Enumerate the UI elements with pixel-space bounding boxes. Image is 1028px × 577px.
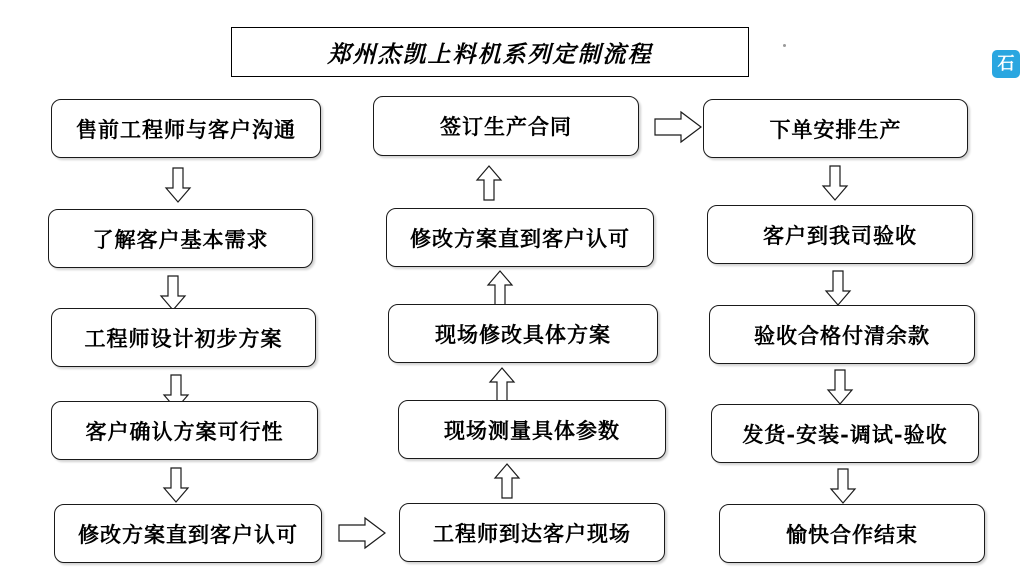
flow-node-label: 愉快合作结束 bbox=[786, 521, 918, 547]
flow-node-c1-4[interactable] bbox=[51, 401, 318, 460]
arrow-down-c1-1 bbox=[165, 168, 191, 204]
flow-node-c3-1[interactable] bbox=[703, 99, 968, 158]
flow-node-c3-5[interactable] bbox=[719, 504, 985, 563]
flow-node-label: 修改方案直到客户认可 bbox=[410, 225, 630, 251]
decorative-dot bbox=[783, 44, 786, 47]
flow-node-label: 签订生产合同 bbox=[440, 114, 572, 139]
watermark-logo-label: 石 bbox=[997, 53, 1015, 74]
flow-node-label: 售前工程师与客户沟通 bbox=[76, 116, 296, 142]
arrow-down-c3-2 bbox=[825, 271, 851, 307]
arrow-down-c3-1 bbox=[822, 166, 848, 202]
flow-node-label: 修改方案直到客户认可 bbox=[78, 521, 298, 547]
flow-node-label: 客户确认方案可行性 bbox=[85, 418, 284, 444]
flow-node-c3-4[interactable] bbox=[711, 404, 979, 463]
flow-node-label: 工程师设计初步方案 bbox=[84, 325, 283, 351]
flow-node-c2-5[interactable] bbox=[399, 503, 665, 562]
flow-node-c2-4[interactable] bbox=[398, 400, 666, 459]
arrow-up-c2-3 bbox=[489, 367, 515, 403]
flow-node-c2-2[interactable] bbox=[386, 208, 654, 267]
flow-node-label: 验收合格付清余款 bbox=[754, 322, 930, 348]
flow-node-label: 发货-安装-调试-验收 bbox=[742, 421, 948, 447]
arrow-down-c1-2 bbox=[160, 276, 186, 312]
flow-node-label: 现场测量具体参数 bbox=[444, 417, 620, 443]
arrow-right-c2-to-c3 bbox=[655, 110, 703, 144]
flow-node-label: 客户到我司验收 bbox=[763, 222, 917, 248]
arrow-down-c1-4 bbox=[163, 468, 189, 504]
arrow-down-c3-4 bbox=[830, 469, 856, 505]
flow-node-c1-2[interactable] bbox=[48, 209, 313, 268]
flow-node-c2-1[interactable] bbox=[373, 96, 639, 156]
arrow-down-c3-3 bbox=[827, 370, 853, 406]
flow-node-c3-2[interactable] bbox=[707, 205, 973, 264]
flow-node-c3-3[interactable] bbox=[709, 305, 975, 364]
flow-node-label: 工程师到达客户现场 bbox=[433, 520, 631, 546]
flow-node-c1-3[interactable] bbox=[51, 308, 316, 367]
diagram-title: 郑州杰凯上料机系列定制流程 bbox=[327, 40, 653, 68]
flow-node-c2-3[interactable] bbox=[388, 304, 658, 363]
arrow-up-c2-2 bbox=[487, 270, 513, 306]
flow-node-label: 下单安排生产 bbox=[769, 116, 902, 142]
arrow-right-c1-to-c2 bbox=[339, 516, 387, 550]
arrow-up-c2-4 bbox=[494, 463, 520, 499]
flow-node-label: 了解客户基本需求 bbox=[92, 226, 269, 252]
watermark-logo bbox=[992, 50, 1020, 78]
flow-node-label: 现场修改具体方案 bbox=[435, 321, 611, 347]
arrow-up-c2-1 bbox=[476, 165, 502, 201]
diagram-title-box bbox=[231, 27, 749, 77]
flow-node-c1-5[interactable] bbox=[54, 504, 322, 563]
flow-node-c1-1[interactable] bbox=[51, 99, 321, 158]
